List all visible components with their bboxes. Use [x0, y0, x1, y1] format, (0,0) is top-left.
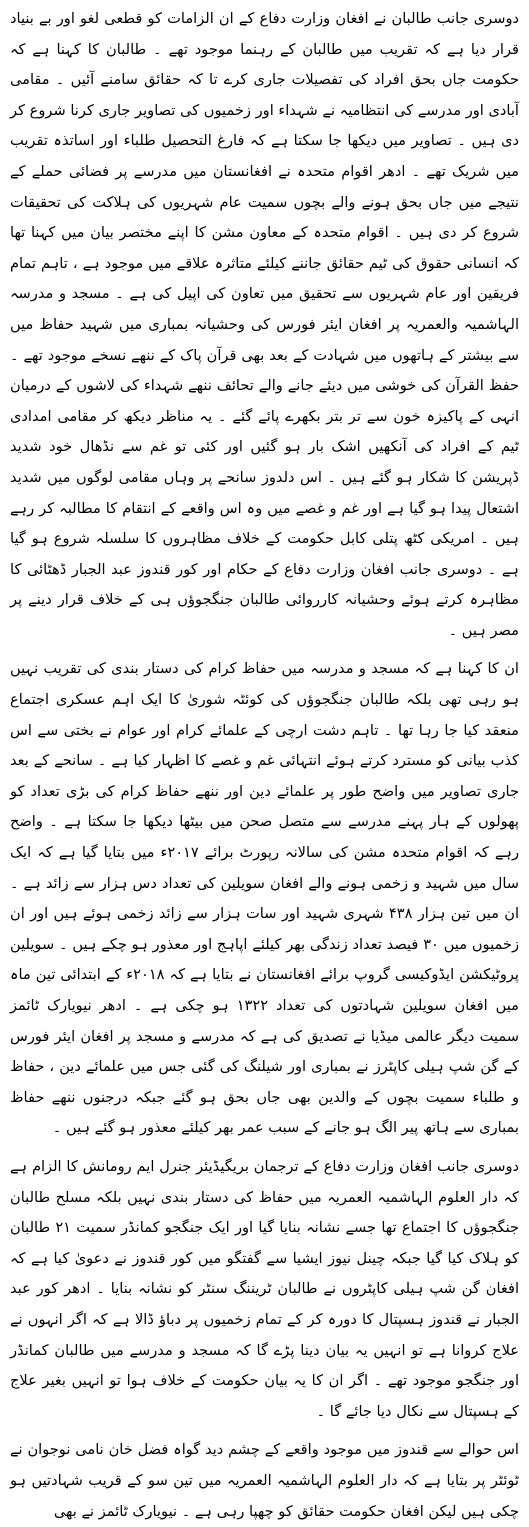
paragraph-spacer — [10, 1427, 519, 1435]
paragraph-spacer — [10, 1144, 519, 1152]
article-paragraph-4: اس حوالے سے قندوز میں موجود واقعے کے چشم دید گواہ فضل خان نامی نوجوان نے ٹوئٹر پر بتایا ہے کہ دار العلوم الہاشمیہ العمریہ میں تین سو کے قریب شہادتیں ہو چکی ہیں لیکن افغان حکومت حقائق کو چھپا رہی ہے ۔ نیویارک ٹائمز نے بھی — [10, 1441, 519, 1520]
paragraph-spacer — [10, 646, 519, 654]
article-paragraph-2: ان کا کہنا ہے کہ مسجد و مدرسہ میں حفاظ کرام کی دستار بندی کی تقریب نہیں ہو رہی تھی بلکہ طالبان جنگجوؤں کی کوئٹہ شوریٰ کا ایک اہم عسکری اجتماع منعقد کیا جا رہا تھا ۔ تاہم دشت ارچی کے علمائے کرام اور عوام نے بختی سے اس کذب بیانی کو مسترد کرتے ہوئے انتہائی غم و غصے کا اظہار کیا ہے ۔ سانحے کے بعد جاری تصاویر میں واضح طور پر علمائے دین اور ننھے حفاظ کرام کی بڑی تعداد کو پھولوں کے ہار پہنے مدرسے سے متصل صحن میں بیٹھا دیکھا جا سکتا ہے ۔ واضح رہے کہ اقوام متحدہ مشن کی سالانہ رپورٹ برائے ۲۰۱۷ء میں بتایا گیا ہے کہ ایک سال میں شہید و زخمی ہونے والے افغان سویلین کی تعداد دس ہزار سے زائد ہے ۔ ان میں تین ہزار ۴۳۸ شہری شہید اور سات ہزار سے زائد زخمی ہوئے ہیں اور ان زخمیوں میں ۳۰ فیصد تعداد زندگی بھر کیلئے اپاہج اور معذور ہو چکے ہیں ۔ سویلین پروٹیکشن ایڈوکیسی گروپ برائے افغانستان نے بتایا ہے کہ ۲۰۱۸ء کے ابتدائی تین ماہ میں افغان سویلین شہادتوں کی تعداد ۱۳۲۲ ہو چکی ہے ۔ ادھر نیویارک ٹائمز سمیت دیگر عالمی میڈیا نے تصدیق کی ہے کہ مدرسے و مسجد پر افغان ایئر فورس کے گن شپ ہیلی کاپٹرز نے بمباری اور شیلنگ کی گئی جس میں علمائے دین ، حفاظ و طلباء سمیت بچوں کے والدین بھی جاں بحق ہو گئے جبکہ درجنوں ننھے حفاظ بمباری سے ہاتھ پیر الگ ہو جانے کے سبب عمر بھر کیلئے معذور ہو گئے ہیں ۔ — [10, 660, 520, 1137]
article-paragraph-3: دوسری جانب افغان وزارت دفاع کے ترجمان بریگیڈیئر جنرل ایم رومانش کا الزام ہے کہ دار العلوم الہاشمیہ العمریہ میں حفاظ کی دستار بندی نہیں بلکہ مسلح طالبان جنگجوؤں کا اجتماع تھا جسے نشانہ بنایا گیا اور ایک جنگجو کمانڈر سمیت ۲۱ طالبان کو ہلاک کیا گیا جبکہ چینل نیوز ایشیا سے گفتگو میں کور قندوز نے دعویٰ کیا ہے کہ افغان گن شپ ہیلی کاپٹروں نے طالبان ٹریننگ سنٹر کو نشانہ بنایا ۔ ادھر کور عبد الجبار نے قندوز ہسپتال کا دورہ کر کے تمام زخمیوں پر دباؤ ڈالا ہے کہ اگر انہوں نے علاج کروانا ہے تو انہیں یہ بیان دینا پڑے گا کہ مسجد و مدرسے میں طالبان کمانڈر اور جنگجو موجود تھے ۔ اگر ان کا یہ بیان حکومت کے خلاف ہوا تو انہیں بغیر علاج کے ہسپتال سے نکال دیا جائے گا ۔ — [10, 1157, 520, 1420]
article-paragraph-1: دوسری جانب طالبان نے افغان وزارت دفاع کے ان الزامات کو قطعی لغو اور بے بنیاد قرار دیا ہے کہ تقریب میں طالبان کے رہنما موجود تھے ۔ طالبان کا کہنا ہے کہ حکومت جاں بحق افراد کی تفصیلات جاری کرے تا کہ حقائق سامنے آئیں ۔ مقامی آبادی اور مدرسے کی انتظامیہ نے شہداء اور زخمیوں کی تصاویر جاری کرنا شروع کر دی ہیں ۔ تصاویر میں دیکھا جا سکتا ہے کہ فارغ التحصیل طلباء اور اساتذہ تقریب میں شریک تھے ۔ ادھر اقوام متحدہ نے افغانستان میں مدرسے پر فضائی حملے کے نتیجے میں جاں بحق ہونے والے بچوں سمیت عام شہریوں کی ہلاکت کی تحقیقات شروع کر دی ہیں ۔ اقوام متحدہ کے معاون مشن کا اپنے مختصر بیان میں کہنا تھا کہ انسانی حقوق کی ٹیم حقائق جاننے کیلئے متاثرہ علاقے میں موجود ہے ، تاہم تمام فریقین اور عام شہریوں سے تحقیق میں تعاون کی اپیل کی ہے ۔ مسجد و مدرسہ الہاشمیہ والعمریہ پر افغان ایئر فورس کی وحشیانہ بمباری میں شہید حفاظ میں سے بیشتر کے ہاتھوں میں شہادت کے بعد بھی قرآن پاک کے ننھے نسخے موجود تھے ۔ حفظ القرآن کی خوشی میں دیئے جانے والے تحائف ننھے شہداء کی لاشوں کے درمیان انہی کے پاکیزہ خون سے تر بتر بکھرے پائے گئے ۔ یہ مناظر دیکھ کر مقامی امدادی ٹیم کے افراد کی آنکھیں اشک بار ہو گئیں اور کئی تو غم سے نڈھال خود شدید ڈپریشن کا شکار ہو گئے ہیں ۔ اس دلدوز سانحے پر وہاں مقامی لوگوں میں شدید اشتعال پیدا ہو گیا ہے اور غم و غصے میں وہ اس واقعے کے انتقام کا مطالبہ کر رہے ہیں ۔ امریکی کٹھ پتلی کابل حکومت کے خلاف مظاہروں کا سلسلہ شروع ہو گیا ہے ۔ دوسری جانب افغان وزارت دفاع کے حکام اور کور قندوز عبد الجبار ڈھٹائی کا مظاہرہ کرتے ہوئے وحشیانہ کارروائی طالبان جنگجوؤں ہی کے خلاف قرار دینے پر مصر ہیں ۔ — [10, 10, 519, 639]
